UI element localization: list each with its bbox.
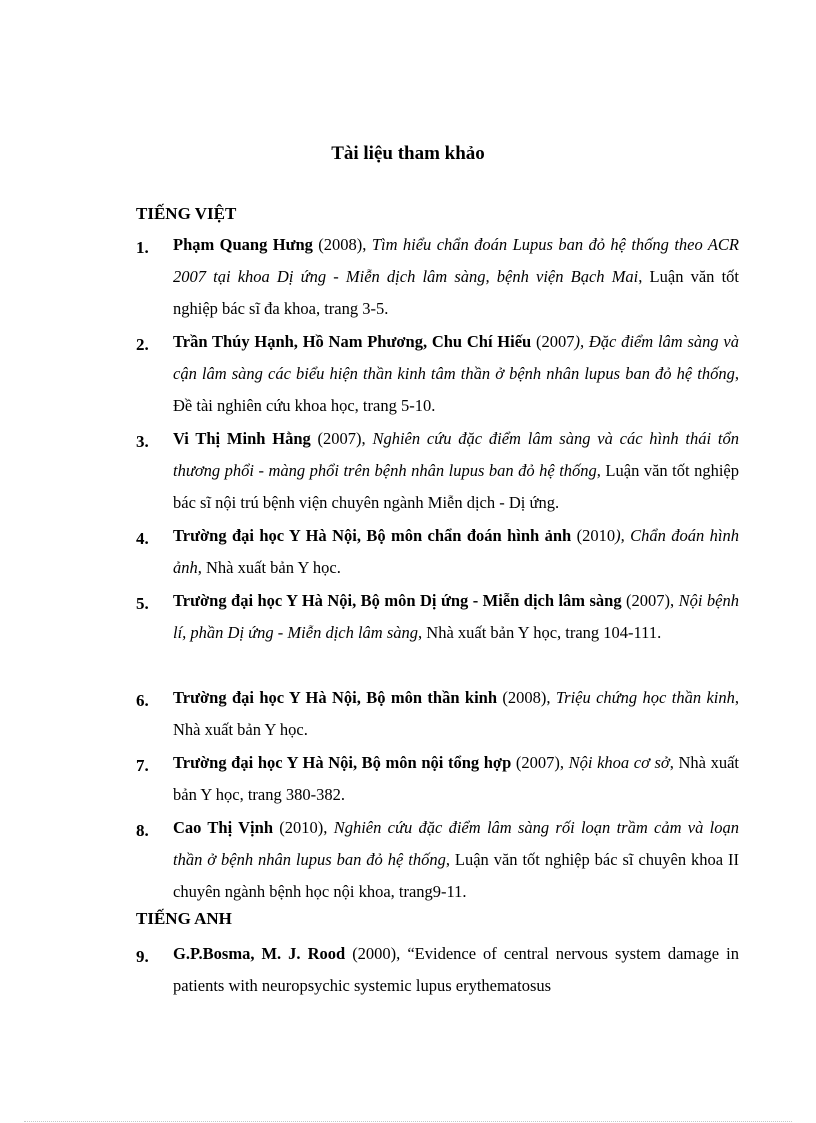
reference-authors: Trần Thúy Hạnh, Hồ Nam Phương, Chu Chí Hiếu — [173, 332, 532, 351]
reference-authors: Trường đại học Y Hà Nội, Bộ môn thần kinh — [173, 688, 498, 707]
reference-item — [136, 682, 739, 746]
page-title: Tài liệu tham khảo — [331, 143, 485, 164]
reference-item — [136, 229, 739, 325]
reference-item — [136, 326, 739, 422]
reference-details: , Nhà xuất bản Y học, trang 104-111. — [418, 623, 662, 642]
reference-details: , Nhà xuất bản Y học. — [173, 688, 740, 739]
reference-number: 5. — [136, 594, 149, 613]
reference-number: 7. — [136, 756, 149, 775]
reference-item — [136, 938, 739, 1002]
reference-number: 6. — [136, 691, 149, 710]
reference-authors: Phạm Quang Hưng — [173, 235, 313, 254]
reference-year: (2007), — [621, 591, 679, 610]
reference-number: 2. — [136, 335, 149, 354]
reference-number: 1. — [136, 238, 149, 257]
reference-title: Nghiên cứu đặc điểm lâm sàng và các hình thái tổn thương phổi - màng phổi trên bệnh nhân lupus ban đỏ hệ thống — [173, 429, 739, 480]
reference-year: (2010 — [571, 526, 616, 545]
reference-title: ), Đặc điểm lâm sàng và cận lâm sàng các biểu hiện thần kinh tâm thần ở bệnh nhân lupus ban đỏ hệ thống — [173, 332, 739, 383]
reference-details: , Nhà xuất bản Y học, trang 380-382. — [173, 753, 739, 804]
reference-authors: Trường đại học Y Hà Nội, Bộ môn chẩn đoán hình ảnh — [173, 526, 572, 545]
reference-title: ), Chẩn đoán hình ảnh — [173, 526, 739, 577]
reference-authors: Trường đại học Y Hà Nội, Bộ môn nội tổng hợp — [173, 753, 512, 772]
reference-title: Triệu chứng học thần kinh — [555, 688, 735, 707]
reference-year: (2007), — [511, 753, 569, 772]
page-bottom-divider — [24, 1121, 792, 1122]
reference-authors: Cao Thị Vịnh — [173, 818, 273, 837]
reference-title: Nghiên cứu đặc điểm lâm sàng rối loạn trầm cảm và loạn thần ở bệnh nhân lupus ban đỏ hệ thống — [173, 818, 739, 869]
reference-year: (2000), — [345, 944, 408, 963]
section-heading-english: TIẾNG ANH — [136, 909, 232, 928]
reference-year: (2008), — [497, 688, 556, 707]
reference-details: , Luận văn tốt nghiệp bác sĩ nội trú bệnh viện chuyên ngành Miễn dịch - Dị ứng. — [173, 461, 739, 512]
reference-authors: Vi Thị Minh Hằng — [173, 429, 311, 448]
reference-item — [136, 520, 739, 584]
reference-year: (2010), — [273, 818, 334, 837]
reference-title: Nội bệnh lí, phần Dị ứng - Miễn dịch lâm sàng — [173, 591, 739, 642]
reference-year: (2008), — [312, 235, 372, 254]
reference-item — [136, 423, 739, 519]
reference-details: , Nhà xuất bản Y học. — [197, 558, 341, 577]
reference-authors: G.P.Bosma, M. J. Rood — [173, 944, 346, 963]
reference-number: 4. — [136, 529, 149, 548]
section-heading-vietnamese: TIẾNG VIỆT — [136, 204, 237, 223]
reference-title: Nội khoa cơ sở — [568, 753, 670, 772]
reference-item — [136, 585, 739, 649]
reference-number: 9. — [136, 947, 149, 966]
reference-details: , Luận văn tốt nghiệp bác sĩ đa khoa, trang 3-5. — [173, 267, 739, 318]
reference-item — [136, 747, 739, 811]
reference-details: “Evidence of central nervous system damage in patients with neuropsychic systemic lupus erythematosus — [173, 944, 739, 995]
reference-number: 8. — [136, 821, 149, 840]
reference-year: (2007 — [531, 332, 575, 351]
reference-number: 3. — [136, 432, 149, 451]
reference-title: Tìm hiểu chẩn đoán Lupus ban đỏ hệ thống theo ACR 2007 tại khoa Dị ứng - Miễn dịch lâm sàng, bệnh viện Bạch Mai — [173, 235, 739, 286]
reference-authors: Trường đại học Y Hà Nội, Bộ môn Dị ứng - Miễn dịch lâm sàng — [173, 591, 622, 610]
reference-details: , Luận văn tốt nghiệp bác sĩ chuyên khoa II chuyên ngành bệnh học nội khoa, trang9-11. — [173, 850, 739, 901]
reference-details: , Đề tài nghiên cứu khoa học, trang 5-10. — [173, 364, 739, 415]
reference-item — [136, 812, 739, 908]
reference-year: (2007), — [310, 429, 373, 448]
